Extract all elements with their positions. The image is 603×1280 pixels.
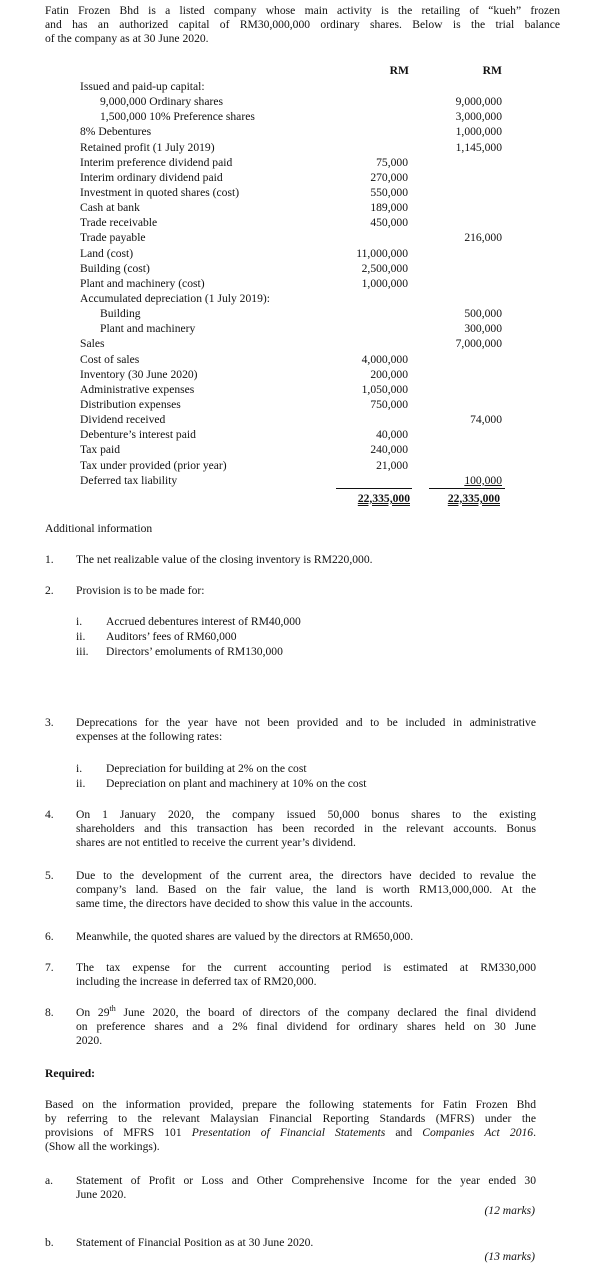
item-line: Due to the development of the current area, the directors have decided to revalue the [76,869,536,882]
tb-row [0,277,603,292]
tb-row [0,368,603,383]
part-line: June 2020. [76,1188,127,1201]
intro-paragraph [45,4,560,46]
tb-credit: 100,000 [464,473,502,487]
tb-debit: 21,000 [376,458,408,472]
tb-label: Interim preference dividend paid [80,155,233,169]
tb-label: Sales [80,337,105,351]
part-text [76,1174,536,1202]
trial-balance-table [0,80,603,507]
tb-label: Retained profit (1 July 2019) [80,140,215,154]
tb-debit: 11,000,000 [356,246,408,260]
standard-title: Presentation of Financial Statements [191,1126,386,1139]
additional-heading: Additional information [45,522,153,535]
tb-row [0,262,603,277]
tb-row [0,292,603,307]
intro-line: of the company as at 30 June 2020. [45,32,209,45]
item-text [76,808,536,850]
tb-label: Deferred tax liability [80,473,178,487]
tb-row [0,353,603,368]
tb-debit: 1,050,000 [361,382,408,396]
tb-label: Plant and machinery (cost) [80,276,205,290]
item-text [76,553,536,567]
tb-credit: 3,000,000 [455,110,502,124]
tb-label: Land (cost) [80,246,134,260]
item-text [76,930,536,944]
part-letter: a. [45,1174,54,1187]
item-number: 4. [45,808,54,821]
subitem-roman: ii. [76,777,86,790]
tb-debit: 270,000 [370,170,408,184]
item-number: 2. [45,584,54,597]
marks-label: (13 marks) [484,1250,535,1263]
subitem-roman: i. [76,615,83,628]
item-line: Provision is to be made for: [76,584,205,597]
tb-label: Cash at bank [80,201,140,215]
total-rule [429,488,505,489]
item-text [76,584,536,598]
item-line: expenses at the following rates: [76,730,223,743]
tb-label: Trade payable [80,231,146,245]
tb-credit: 1,145,000 [455,140,502,154]
subitem-roman: ii. [76,630,86,643]
item-line: The net realizable value of the closing inventory is RM220,000. [76,553,373,566]
item-number: 7. [45,961,54,974]
tb-label: 1,500,000 10% Preference shares [100,110,255,124]
tb-credit-total: 22,335,000 [447,491,500,505]
tb-debit: 550,000 [370,185,408,199]
item-number: 6. [45,930,54,943]
required-line: Based on the information provided, prepare the following statements for Fatin Frozen Bhd [45,1098,536,1111]
item-line: same time, the directors have decided to show this value in the accounts. [76,897,413,910]
tb-row [0,125,603,140]
marks-label: (12 marks) [484,1204,535,1217]
tb-debit: 200,000 [370,367,408,381]
part-line: Statement of Financial Position as at 30 June 2020. [76,1236,314,1249]
subitem-text: Accrued debentures interest of RM40,000 [106,615,301,628]
tb-credit: 1,000,000 [455,125,502,139]
tb-row [0,216,603,231]
intro-line: and has an authorized capital of RM30,000,000 ordinary shares. Below is the trial balance [45,18,560,31]
item-line: Meanwhile, the quoted shares are valued by the directors at RM650,000. [76,930,414,943]
tb-credit: 74,000 [470,413,502,427]
required-line: by referring to the relevant Malaysian Financial Reporting Standards (MFRS) under the [45,1112,536,1125]
text-part: provisions of MFRS 101 [45,1126,192,1139]
item-line: shares are not entitled to receive the current year’s dividend. [76,836,356,849]
tb-row [0,110,603,125]
tb-label: Debenture’s interest paid [80,428,196,442]
tb-debit: 40,000 [376,428,408,442]
tb-row [0,307,603,322]
tb-debit: 1,000,000 [361,276,408,290]
tb-label: Tax paid [80,443,121,457]
required-line [45,1126,536,1140]
subitem-roman: i. [76,762,83,775]
tb-row [0,398,603,413]
item-number: 8. [45,1006,54,1019]
part-letter: b. [45,1236,54,1249]
item-number: 5. [45,869,54,882]
tb-row [0,459,603,474]
tb-label: Trade receivable [80,216,158,230]
tb-label: 9,000,000 Ordinary shares [100,95,223,109]
tb-credit: 7,000,000 [455,337,502,351]
tb-row [0,443,603,458]
tb-debit-total: 22,335,000 [357,491,410,505]
tb-label: Accumulated depreciation (1 July 2019): [80,291,270,305]
total-rule [336,488,412,489]
item-line: On 1 January 2020, the company issued 50,000 bonus shares to the existing [76,808,536,821]
subitem-text: Directors’ emoluments of RM130,000 [106,645,283,658]
tb-row [0,201,603,216]
tb-credit: 9,000,000 [455,95,502,109]
credit-column-header: RM [482,64,502,77]
required-line: (Show all the workings). [45,1140,160,1153]
item-line: The tax expense for the current accounting period is estimated at RM330,000 [76,961,536,974]
item-text [76,1006,536,1048]
item-number: 1. [45,553,54,566]
debit-column-header: RM [389,64,409,77]
tb-label: Cost of sales [80,352,140,366]
tb-debit: 189,000 [370,201,408,215]
tb-label: Plant and machinery [100,322,196,336]
tb-row [0,247,603,262]
tb-label: 8% Debentures [80,125,152,139]
tb-row [0,186,603,201]
tb-row [0,337,603,352]
tb-row [0,95,603,110]
part-line: Statement of Profit or Loss and Other Comprehensive Income for the year ended 30 [76,1174,536,1187]
item-line: company’s land. Based on the fair value, the land is worth RM13,000,000. At the [76,883,536,896]
intro-line: Fatin Frozen Bhd is a listed company whose main activity is the retailing of “kueh” frozen [45,4,560,17]
item-line: on preference shares and a 2% final dividend for ordinary shares held on 30 June [76,1020,536,1033]
required-heading: Required: [45,1067,96,1080]
tb-total-row [0,489,603,507]
item-number: 3. [45,716,54,729]
tb-row [0,80,603,95]
tb-credit: 216,000 [464,231,502,245]
tb-row [0,413,603,428]
text-part: June 2020, the board of directors of the company declared the final dividend [115,1006,536,1019]
tb-credit: 300,000 [464,322,502,336]
tb-row [0,428,603,443]
tb-label: Building [100,307,141,321]
tb-label: Investment in quoted shares (cost) [80,185,240,199]
tb-debit: 75,000 [376,155,408,169]
item-line: shareholders and this transaction has been recorded in the relevant accounts. Bonus [76,822,536,835]
item-line [76,1006,536,1020]
tb-label: Building (cost) [80,261,150,275]
tb-credit: 500,000 [464,307,502,321]
tb-row [0,171,603,186]
tb-row [0,156,603,171]
tb-row [0,141,603,156]
tb-label: Inventory (30 June 2020) [80,367,198,381]
tb-label: Administrative expenses [80,382,195,396]
required-paragraph [45,1098,536,1154]
tb-debit: 2,500,000 [361,261,408,275]
tb-row [0,474,603,489]
item-text [76,961,536,989]
tb-debit: 450,000 [370,216,408,230]
tb-row [0,322,603,337]
part-text [76,1236,536,1250]
subitem-text: Depreciation for building at 2% on the cost [106,762,307,775]
tb-row [0,231,603,246]
tb-debit: 240,000 [370,443,408,457]
item-line: Deprecations for the year have not been provided and to be included in administrative [76,716,536,729]
subitem-roman: iii. [76,645,89,658]
tb-label: Issued and paid-up capital: [80,80,205,93]
act-title: Companies Act 2016 [422,1126,534,1139]
subitem-text: Depreciation on plant and machinery at 10% on the cost [106,777,367,790]
tb-debit: 4,000,000 [361,352,408,366]
superscript: th [109,1004,116,1014]
subitem-text: Auditors’ fees of RM60,000 [106,630,237,643]
text-part: and [385,1126,423,1139]
item-text [76,716,536,744]
tb-debit: 750,000 [370,397,408,411]
tb-label: Tax under provided (prior year) [80,458,227,472]
tb-label: Distribution expenses [80,397,181,411]
text-part: . [533,1126,536,1139]
tb-label: Dividend received [80,413,166,427]
item-text [76,869,536,911]
item-line: including the increase in deferred tax of RM20,000. [76,975,317,988]
text-part: On 29 [76,1006,110,1019]
tb-row [0,383,603,398]
tb-label: Interim ordinary dividend paid [80,170,223,184]
item-line: 2020. [76,1034,103,1047]
